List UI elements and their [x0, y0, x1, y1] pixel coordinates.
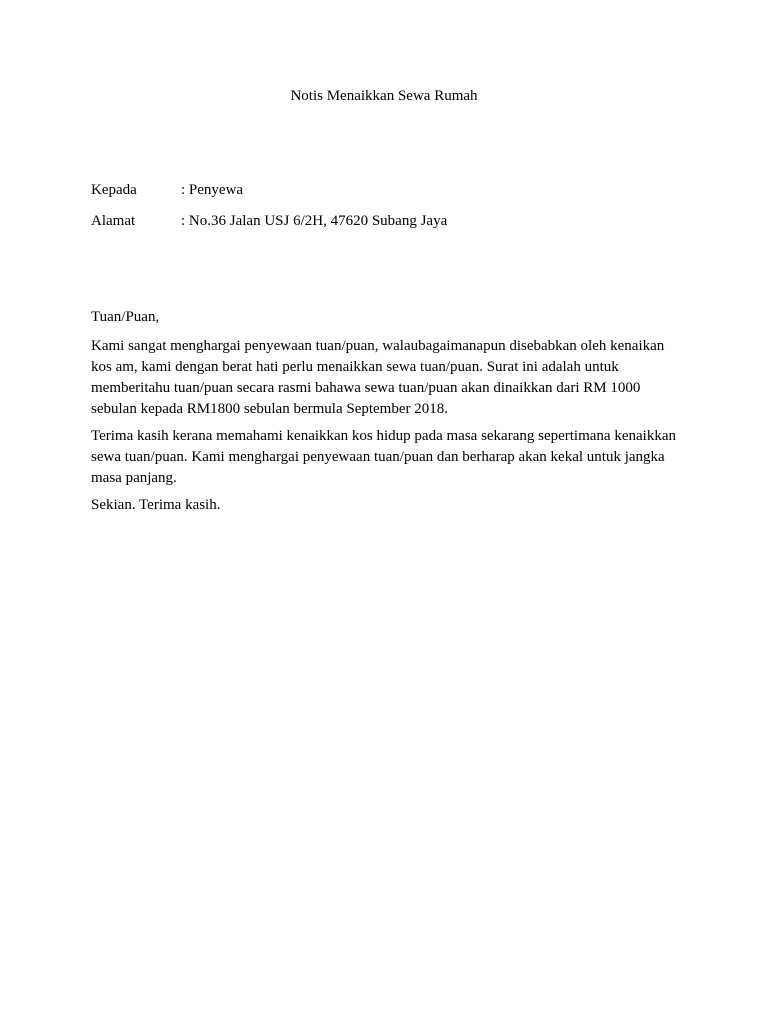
- closing-text: Sekian. Terima kasih.: [91, 497, 221, 513]
- body-paragraph-1: Kami sangat menghargai penyewaan tuan/puan, walaubagaimanapun disebabkan oleh kenaikan kos am, kami dengan berat hati perlu menaikkan sewa tuan/puan. Surat ini adalah untuk memberitahu tuan/puan secara rasmi bahawa sewa tuan/puan akan dinaikkan dari RM 1000 sebulan kepada RM1800 sebulan bermula September 2018.: [91, 338, 665, 417]
- document-title: Notis Menaikkan Sewa Rumah: [290, 88, 478, 104]
- recipient-label: Kepada: [91, 182, 137, 198]
- recipient-value: : Penyewa: [181, 182, 244, 198]
- address-row: [91, 211, 447, 231]
- address-value: : No.36 Jalan USJ 6/2H, 47620 Subang Jaya: [181, 213, 448, 229]
- recipient-row: [91, 180, 243, 200]
- body-paragraph-2: Terima kasih kerana memahami kenaikkan kos hidup pada masa sekarang sepertimana kenaikkan sewa tuan/puan. Kami menghargai penyewaan tuan/puan dan berharap akan kekal untuk jangka masa panjang.: [91, 428, 676, 486]
- salutation: Tuan/Puan,: [91, 309, 160, 325]
- address-label: Alamat: [91, 213, 136, 229]
